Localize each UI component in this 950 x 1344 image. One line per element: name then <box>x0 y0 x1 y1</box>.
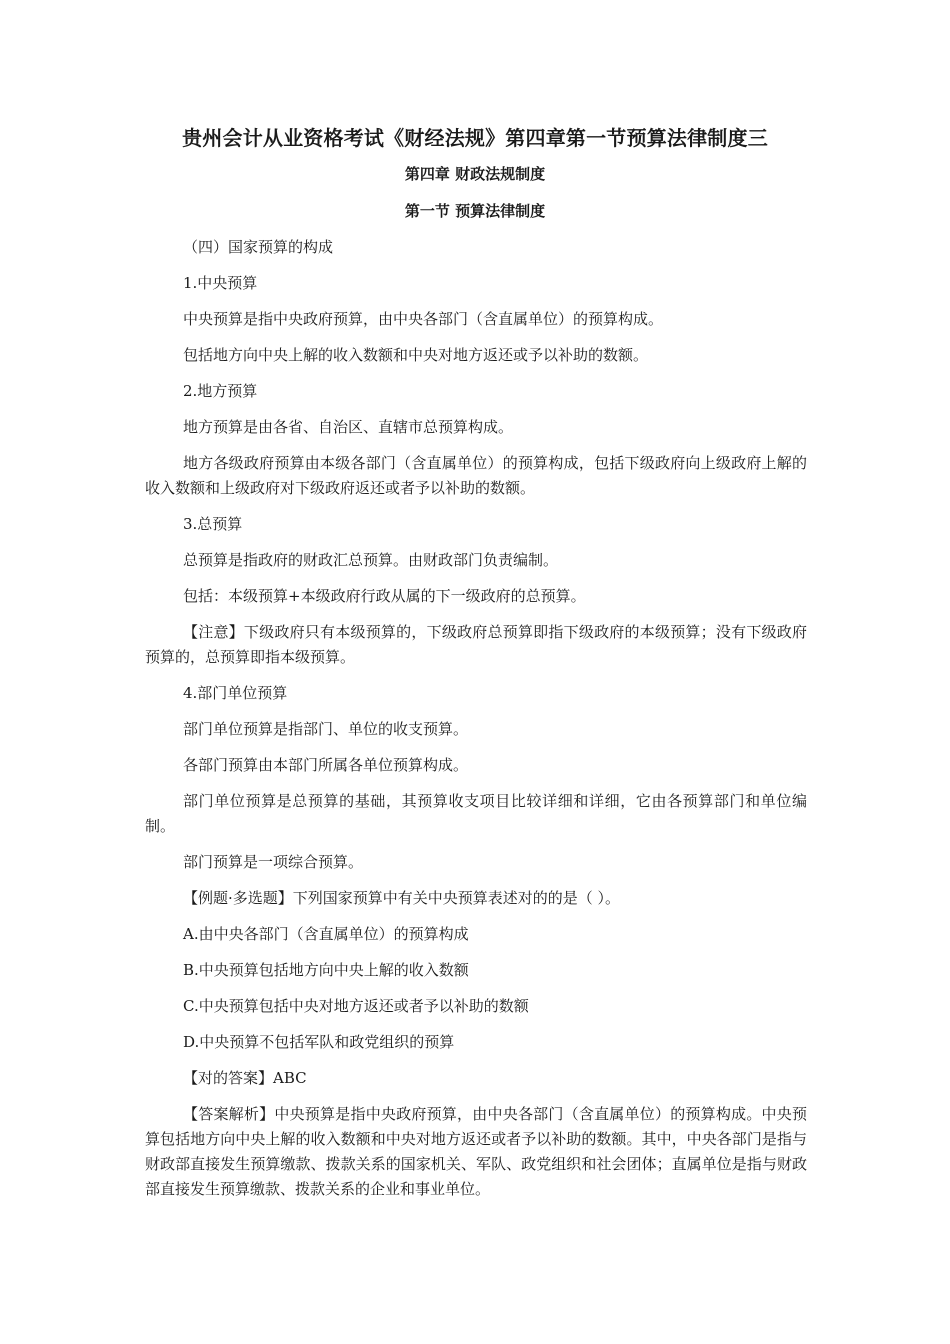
paragraph: 各部门预算由本部门所属各单位预算构成。 <box>183 756 469 774</box>
paragraph: （四）国家预算的构成 <box>183 238 334 256</box>
paragraph: 地方预算是由各省、自治区、直辖市总预算构成。 <box>183 418 514 436</box>
paragraph: 包括地方向中央上解的收入数额和中央对地方返还或予以补助的数额。 <box>183 346 649 364</box>
option-b: B.中央预算包括地方向中央上解的收入数额 <box>183 961 469 979</box>
paragraph: 部门预算是一项综合预算。 <box>183 853 364 871</box>
paragraph: 【例题·多选题】下列国家预算中有关中央预算表述对的的是（ ）。 <box>183 889 621 907</box>
paragraph: 总预算是指政府的财政汇总预算。由财政部门负责编制。 <box>183 551 559 569</box>
option-c: C.中央预算包括中央对地方返还或者予以补助的数额 <box>183 997 529 1015</box>
answer-explanation: 【答案解析】中央预算是指中央政府预算，由中央各部门（含直属单位）的预算构成。中央预算包括地方向中央上解的收入数额和中央对地方返还或者予以补助的数额。其中，中央各部门是指与财政部直接发生预算缴款、拨款关系的国家机关、军队、政党组织和社会团体；直属单位是指与财政部直接发生预算缴款、拨款关系的企业和事业单位。 <box>145 1105 807 1198</box>
option-a: A.由中央各部门（含直属单位）的预算构成 <box>183 925 469 943</box>
option-d: D.中央预算不包括军队和政党组织的预算 <box>183 1033 455 1051</box>
paragraph: 中央预算是指中央政府预算，由中央各部门（含直属单位）的预算构成。 <box>183 310 664 328</box>
section-heading: 第一节 预算法律制度 <box>404 202 546 220</box>
paragraph: 部门单位预算是总预算的基础，其预算收支项目比较详细和详细，它由各预算部门和单位编制。 <box>145 792 807 835</box>
paragraph: 2.地方预算 <box>183 382 258 400</box>
paragraph: 4.部门单位预算 <box>183 684 288 702</box>
answer: 【对的答案】ABC <box>183 1069 307 1087</box>
paragraph: 1.中央预算 <box>183 274 258 292</box>
chapter-heading: 第四章 财政法规制度 <box>404 165 546 183</box>
paragraph: 地方各级政府预算由本级各部门（含直属单位）的预算构成，包括下级政府向上级政府上解的收入数额和上级政府对下级政府返还或者予以补助的数额。 <box>145 454 807 497</box>
paragraph: 部门单位预算是指部门、单位的收支预算。 <box>183 720 469 738</box>
paragraph: 包括：本级预算+本级政府行政从属的下一级政府的总预算。 <box>183 587 586 605</box>
paragraph: 【注意】下级政府只有本级预算的，下级政府总预算即指下级政府的本级预算；没有下级政府预算的，总预算即指本级预算。 <box>145 623 807 666</box>
document-title: 贵州会计从业资格考试《财经法规》第四章第一节预算法律制度三 <box>182 126 768 150</box>
paragraph: 3.总预算 <box>183 515 243 533</box>
document-body <box>145 235 807 1213</box>
